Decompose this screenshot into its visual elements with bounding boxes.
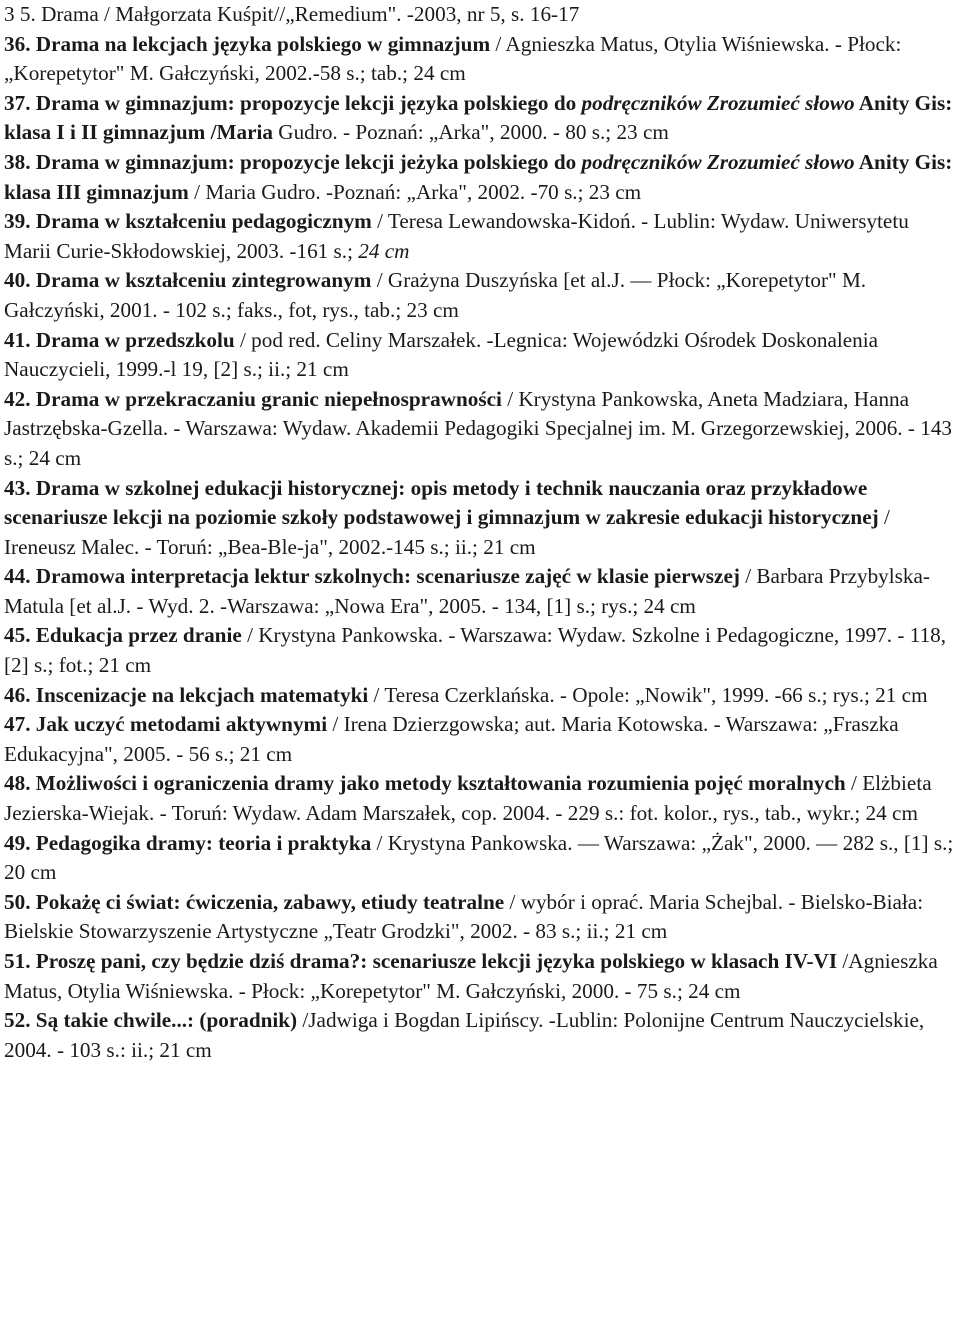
entry-title: 44. Dramowa interpretacja lektur szkolnych: scenariusze zajęć w klasie pierwszej [4, 564, 740, 589]
entry-title: 50. Pokażę ci świat: ćwiczenia, zabawy, etiudy teatralne [4, 889, 505, 914]
entry-title: 45. Edukacja przez dranie [4, 623, 242, 648]
entry-details: / Barbara Przybylska-Matula [et al.J. - Wyd. 2. -Warszawa: „Nowa Era", 2005. - 134, [1] s.; rys.; 24 cm [4, 564, 930, 618]
entry-details: / wybór i oprać. Maria Schejbal. - Bielsko-Biała: Bielskie Stowarzyszenie Artystyczne „Teatr Grodzki", 2002. - 83 s.; ii.; 21 cm [4, 889, 924, 944]
entry-details: / Irena Dzierzgowska; aut. Maria Kotowska. - Warszawa: „Fraszka Edukacyjna", 2005. - 56 s.; 21 cm [4, 712, 899, 766]
entry-title [582, 91, 855, 115]
entry-title: 37. Drama w gimnazjum: propozycje lekcji języka polskiego do [4, 90, 582, 115]
entry-title-italic: podręczników Zrozumieć słowo [581, 90, 855, 115]
entry-details: 24 cm [358, 238, 410, 263]
entry-title: 51. Proszę pani, czy będzie dziś drama?: scenariusze lekcji języka polskiego w klasach IV-VI [4, 949, 838, 973]
entry-details: 3 5. Drama / Małgorzata Kuśpit//„Remedium". -2003, nr 5, s. 16-17 [4, 2, 580, 26]
bibliography-entry [4, 562, 956, 621]
entry-title: 46. Inscenizacje na lekcjach matematyki [4, 682, 369, 707]
entry-details: / Agnieszka Matus, Otylia Wiśniewska. - Płock: „Korepetytor" M. Gałczyński, 2002.-58 s.; tab.; 24 cm [4, 31, 902, 86]
entry-details: /Agnieszka Matus, Otylia Wiśniewska. - Płock: „Korepetytor" M. Gałczyński, 2000. - 75 s.; 24 cm [4, 949, 938, 1003]
entry-title: 39. Drama w kształceniu pedagogicznym [4, 209, 372, 234]
entry-title: 43. Drama w szkolnej edukacji historycznej: opis metody i technik nauczania oraz przykładowe scenariusze lekcji na poziomie szkoły podstawowej i gimnazjum w zakresie edukacji historycznej [4, 475, 879, 530]
bibliography-entry [4, 710, 956, 769]
bibliography-entry [4, 385, 956, 474]
entry-details: Gudro. - Poznań: „Arka", 2000. - 80 s.; 23 cm [272, 120, 669, 145]
bibliography-entry [4, 266, 956, 325]
bibliography-entry [4, 207, 956, 266]
entry-title: 36. Drama na lekcjach języka polskiego w gimnazjum [4, 31, 491, 56]
entry-title: 52. Są takie chwile...: (poradnik) [4, 1008, 298, 1033]
entry-title: 49. Pedagogika dramy: teoria i praktyka [4, 830, 372, 855]
entry-title: Anity Gis: klasa I i II gimnazjum / [4, 90, 953, 145]
entry-title [582, 150, 855, 174]
entry-details: /Jadwiga i Bogdan Lipińscy. -Lublin: Polonijne Centrum Nauczycielskie, 2004. - 103 s.: ii.; 21 cm [4, 1008, 925, 1062]
entry-title: 38. Drama w gimnazjum: propozycje lekcji jeżyka polskiego do [4, 149, 582, 174]
entry-title: 40. Drama w kształceniu zintegrowanym [4, 268, 372, 293]
entry-details: / Teresa Czerklańska. - Opole: „Nowik", 1999. -66 s.; rys.; 21 cm [368, 682, 928, 707]
entry-title: 48. Możliwości i ograniczenia dramy jako metody kształtowania rozumienia pojęć moralnych [4, 771, 846, 796]
bibliography-entry [4, 89, 956, 148]
bibliography-entry [4, 947, 956, 1006]
bibliography-entry [4, 621, 956, 680]
bibliography-entry [4, 148, 956, 207]
bibliography-entry [4, 1006, 956, 1065]
entry-details: / Maria Gudro. -Poznań: „Arka", 2002. -70 s.; 23 cm [188, 179, 642, 204]
bibliography-entry [4, 769, 956, 828]
entry-title: 41. Drama w przedszkolu [4, 327, 235, 352]
entry-title: Maria [216, 120, 273, 145]
bibliography-entry [4, 0, 956, 30]
entry-details: / Grażyna Duszyńska [et al.J. — Płock: „Korepetytor" M. Gałczyński, 2001. - 102 s.; faks., fot, rys., tab.; 23 cm [4, 268, 867, 322]
entry-title: 42. Drama w przekraczaniu granic niepełnosprawności [4, 386, 502, 411]
bibliography-entry [4, 681, 956, 711]
entry-details: / Ireneusz Malec. - Toruń: „Bea-Ble-ja", 2002.-145 s.; ii.; 21 cm [4, 505, 890, 559]
bibliography-entry [4, 829, 956, 888]
bibliography-entry [4, 888, 956, 947]
bibliography-list [4, 0, 956, 1065]
entry-details: / Krystyna Pankowska. - Warszawa: Wydaw. Szkolne i Pedagogiczne, 1997. - 118, [2] s.; fot.; 21 cm [4, 623, 947, 678]
bibliography-entry [4, 474, 956, 563]
entry-details: / Krystyna Pankowska, Aneta Madziara, Hanna Jastrzębska-Gzella. - Warszawa: Wydaw. Akademii Pedagogiki Specjalnej im. M. Grzegorzewskiej, 2006. - 143 s.; 24 cm [4, 386, 953, 470]
entry-details: / Elżbieta Jezierska-Wiejak. - Toruń: Wydaw. Adam Marszałek, cop. 2004. - 229 s.: fot. kolor., rys., tab., wykr.; 24 cm [4, 771, 932, 826]
entry-title: Anity Gis: klasa III gimnazjum [4, 149, 953, 204]
entry-title-italic: podręczników Zrozumieć słowo [581, 149, 855, 174]
bibliography-entry [4, 30, 956, 89]
bibliography-entry [4, 326, 956, 385]
entry-title: 47. Jak uczyć metodami aktywnymi [4, 712, 328, 737]
entry-details: / Krystyna Pankowska. — Warszawa: „Żak", 2000. — 282 s., [1] s.; 20 cm [4, 830, 954, 885]
entry-details: / Teresa Lewandowska-Kidoń. - Lublin: Wydaw. Uniwersytetu Marii Curie-Skłodowskiej, 2003. -161 s.; [4, 209, 909, 263]
entry-details: / pod red. Celiny Marszałek. -Legnica: Wojewódzki Ośrodek Doskonalenia Nauczycieli, 1999.-l 19, [2] s.; ii.; 21 cm [4, 327, 879, 382]
